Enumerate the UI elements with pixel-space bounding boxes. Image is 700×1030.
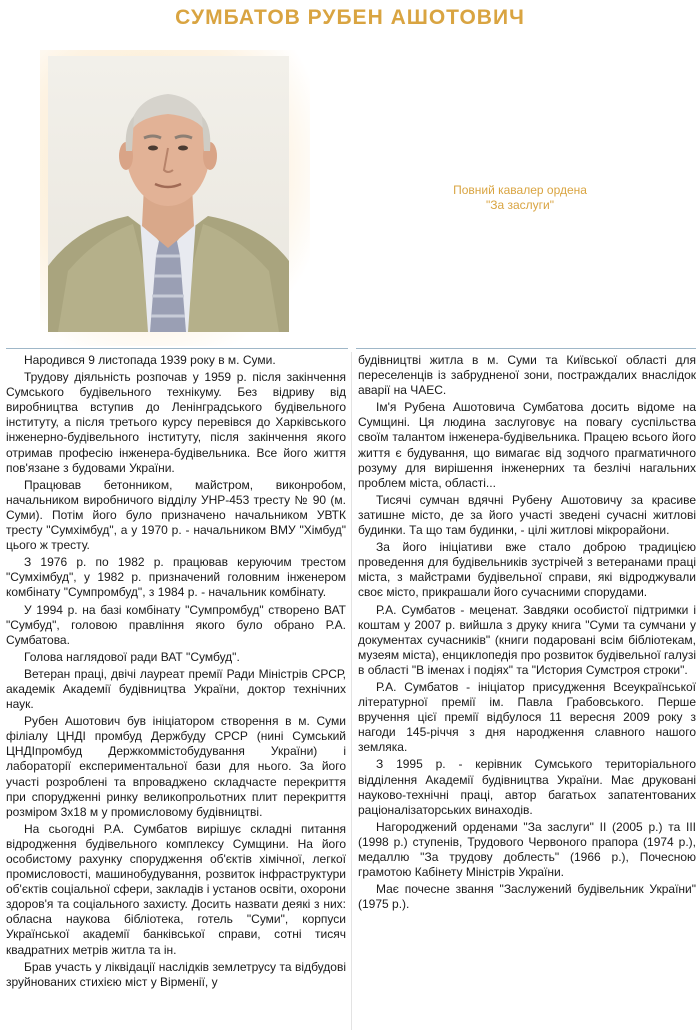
paragraph: Трудову діяльність розпочав у 1959 р. після закінчення Сумського будівельного технікуму. Без відриву від виробництва вступив до Ленінградського будівельного інституту, а після третього курсу перевівся до Харківського інженерно-будівельного інституту, після закінчення якого отримав професію інженера-будівельника. Все його життя пов'язане з будовами України.	[6, 370, 346, 475]
paragraph: Голова наглядової ради ВАТ "Сумбуд".	[24, 649, 240, 664]
paragraph: Ветеран праці, двічі лауреат премії Ради Міністрів СРСР, академік Академії будівництва України, доктор технічних наук.	[6, 666, 346, 712]
paragraph: З 1995 р. - керівник Сумського територіального відділення Академії будівництва України. Має друковані науково-технічні праці, автор багатьох запатентованих раціоналізаторських винаходів.	[358, 757, 696, 817]
paragraph: З 1976 р. по 1982 р. працював керуючим трестом "Сумхімбуд", у 1982 р. призначений головним інженером комбінату "Сумпромбуд", з 1984 р. - начальник комбінату.	[6, 555, 346, 600]
portrait-caption	[400, 183, 640, 213]
portrait-photo	[48, 56, 289, 332]
divider-rule	[6, 348, 348, 349]
paragraph: Брав участь у ліквідації наслідків землетрусу та відбудові зруйнованих стихією міст у Вірменії, у	[6, 959, 346, 989]
paragraph: Працював бетонником, майстром, виконробом, начальником виробничого відділу УНР-453 тресту № 90 (м. Суми). Потім його було призначено начальником УВТК тресту "Сумхімбуд", а у 1970 р. - начальником ВМУ "Хімбуд" цього ж тресту.	[6, 477, 346, 553]
paragraph: Рубен Ашотович був ініціатором створення в м. Суми філіалу ЦНДІ промбуд Держбуду СРСР (нині Сумський ЦНДІпромбуд Держкоммістобудування України) і лабораторії експериментальної бази для нього. За його участі розроблені та впроваджено складчасте перекриття при спорудженні ринку великопрольотних плит перекриття розміром 3х18 м у промисловому будівництві.	[6, 714, 346, 819]
paragraph: Має почесне звання "Заслужений будівельник України" (1975 р.).	[358, 882, 696, 912]
paragraph: Народився 9 листопада 1939 року в м. Суми.	[24, 353, 276, 367]
text-column-left	[6, 353, 346, 992]
paragraph: У 1994 р. на базі комбінату "Сумпромбуд" створено ВАТ "Сумбуд", головою правління якого було обрано Р.А. Сумбатова.	[6, 602, 346, 647]
paragraph: Р.А. Сумбатов - ініціатор присудження Всеукраїнської літературної премії ім. Павла Грабовського. Перше вручення цієї премії відбулося 11 вересня 2009 року з нагоди 145-річчя з дня народження славного нашого земляка.	[358, 679, 696, 755]
page-title: СУМБАТОВ РУБЕН АШОТОВИЧ	[175, 6, 525, 29]
portrait-illustration	[48, 56, 289, 332]
paragraph: На сьогодні Р.А. Сумбатов вирішує складні питання відродження будівельного комплексу Сумщини. На його особистому рахунку спорудження об'єктів хімічної, легкої промисловості, машинобудування, розвиток інфраструктури об'єктів соціальної сфери, закладів і установ освіти, охорони здоров'я та соціального захисту. Досить назвати деякі з них: обласна наукова бібліотека, готель "Суми", корпуси Української академії банківської справи, сотні тисяч квадратних метрів житла та ін.	[6, 821, 346, 957]
paragraph-continuation: будівництві житла в м. Суми та Київської області для переселенців із забрудненої зони, постраждалих внаслідок аварії на ЧАЕС.	[358, 353, 696, 398]
caption-line: Повний кавалер ордена	[453, 183, 587, 197]
paragraph: Р.А. Сумбатов - меценат. Завдяки особистої підтримки і коштам у 2007 р. вийшла з друку книга "Суми та сумчани у документах сучасників" (книги подаровані всім бібліотекам, музеям міста), енциклопедія про розвиток будівельної галузі в області "В іменах і подіях" та "История Сумстроя строки".	[358, 602, 696, 677]
paragraph: За його ініціативи вже стало доброю традицією проведення для будівельників зустрічей з ветеранами праці міста, з майстрами будівельної справи, які відроджували своє місто, прикрашали його сучасними спорудами.	[358, 540, 696, 600]
caption-line: "За заслуги"	[485, 198, 555, 212]
paragraph: Нагороджений орденами "За заслуги" ІІ (2005 р.) та ІІІ (1998 р.) ступенів, Трудового Червоного прапора (1974 р.), медаллю "За трудову доблесть" (1966 р.), Почесною грамотою Кабінету Міністрів України.	[358, 819, 696, 880]
divider-rule	[356, 348, 696, 349]
text-column-right	[358, 353, 696, 914]
paragraph: Ім'я Рубена Ашотовича Сумбатова досить відоме на Сумщині. Ця людина заслуговує на повагу суспільства своїм талантом інженера-будівельника. Працею всього його життя є будування, що вимагає від зодчого прагматичного розуму для вирішення інженерних та безлічі нагальних проблем міста, області...	[358, 400, 696, 490]
column-divider	[351, 352, 352, 1030]
paragraph: Тисячі сумчан вдячні Рубену Ашотовичу за красиве затишне місто, де за його участі зведені сучасні житлові будинки. Та що там будинки, - цілі житлові мікрорайони.	[358, 492, 696, 538]
